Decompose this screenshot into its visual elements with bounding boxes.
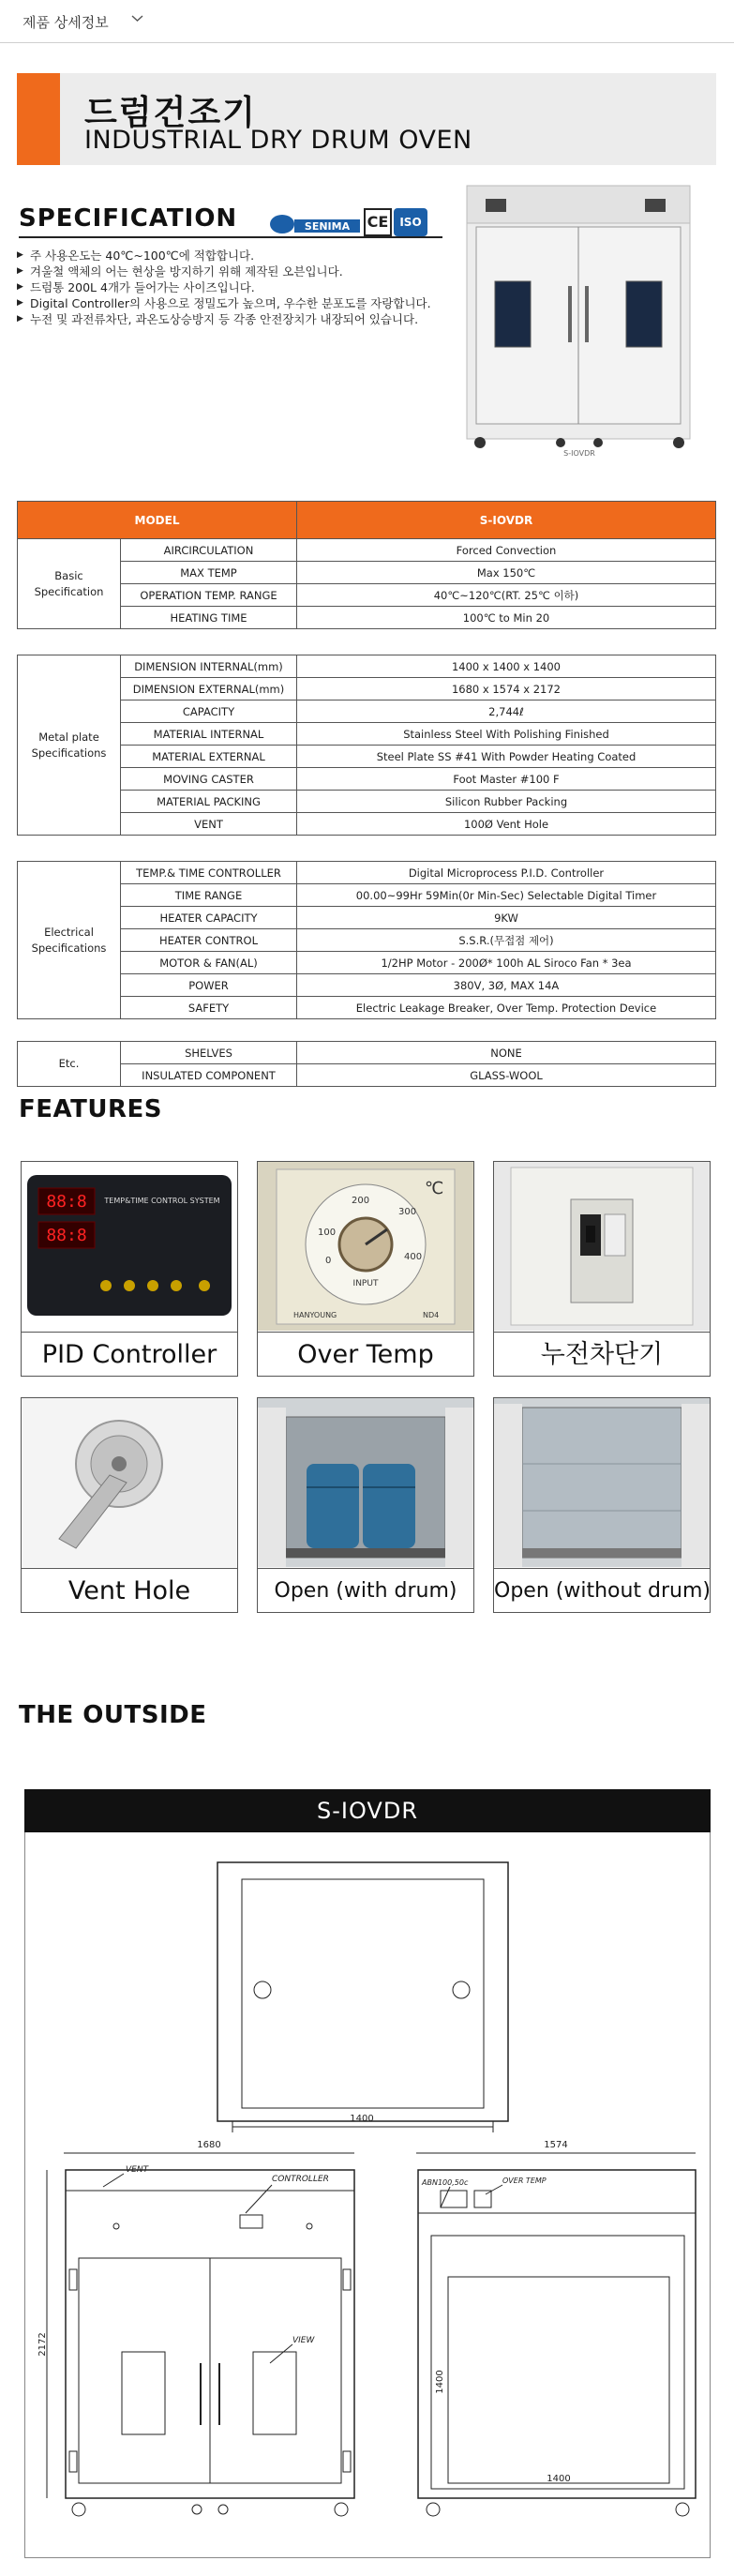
spec-label: SAFETY [121, 997, 297, 1019]
product-detail-bar[interactable] [0, 0, 734, 43]
open-with-drum-image [258, 1398, 473, 1567]
chevron-down-icon[interactable] [131, 12, 143, 24]
spec-label: DIMENSION INTERNAL(mm) [121, 655, 297, 678]
spec-label: MOTOR & FAN(AL) [121, 952, 297, 974]
spec-label: HEATING TIME [121, 607, 297, 629]
vent-label: VENT [126, 2165, 149, 2175]
feature-caption: Open (with drum) [258, 1568, 473, 1612]
feature-card-overtemp [257, 1161, 474, 1377]
table-row [18, 539, 716, 562]
specification-table [17, 501, 716, 1087]
spec-value: 2,744ℓ [297, 700, 716, 723]
oven-product-photo [457, 178, 699, 459]
spec-value: 100Ø Vent Hole [297, 813, 716, 836]
dim-top-width: 1400 [350, 2114, 374, 2124]
spec-value: Foot Master #100 F [297, 768, 716, 791]
spec-value: GLASS-WOOL [297, 1064, 716, 1087]
group-label: Etc. [18, 1042, 121, 1087]
feature-card-pid [21, 1161, 238, 1377]
spec-value: 9KW [297, 907, 716, 929]
spec-label: HEATER CONTROL [121, 929, 297, 952]
spec-value: Digital Microprocess P.I.D. Controller [297, 862, 716, 884]
table-row [18, 1042, 716, 1064]
open-without-drum-image [494, 1398, 710, 1567]
features-heading: FEATURES [19, 1095, 162, 1123]
page-title-korean: 드럼건조기 [84, 94, 257, 132]
dim-front-width: 1680 [197, 2140, 221, 2150]
table-row [18, 813, 716, 836]
spec-label: MOVING CASTER [121, 768, 297, 791]
table-row [18, 974, 716, 997]
svg-text:300: 300 [398, 1207, 417, 1217]
spec-label: DIMENSION EXTERNAL(mm) [121, 678, 297, 700]
table-spacer [18, 1019, 716, 1042]
spec-value: Steel Plate SS #41 With Powder Heating Coated [297, 746, 716, 768]
product-detail-label: 제품 상세정보 [22, 14, 109, 31]
svg-text:400: 400 [404, 1252, 423, 1262]
dial-model-label: ND4 [423, 1311, 440, 1319]
spec-value: Forced Convection [297, 539, 716, 562]
feature-card-open-without-drum [493, 1397, 711, 1613]
pid-controller-image [22, 1162, 237, 1331]
spec-bullet: ▶ 누전 및 과전류차단, 과온도상승방지 등 각종 안전장치가 내장되어 있습니다. [17, 311, 457, 327]
feature-card-open-with-drum [257, 1397, 474, 1613]
spec-bullet: ▶ Digital Controller의 사용으로 정밀도가 높으며, 우수한 분포도를 자랑합니다. [17, 295, 457, 311]
table-row [18, 1064, 716, 1087]
group-label: Electrical Specifications [18, 862, 121, 1019]
table-row [18, 997, 716, 1019]
spec-value: Silicon Rubber Packing [297, 791, 716, 813]
controller-label: CONTROLLER [272, 2175, 329, 2184]
machine-model-label: S-IOVDR [563, 449, 595, 458]
group-label: Metal plate Specifications [18, 655, 121, 836]
table-row [18, 862, 716, 884]
spec-bullet: ▶ 드럼통 200L 4개가 들어가는 사이즈입니다. [17, 279, 457, 295]
dial-unit-label: ℃ [425, 1179, 444, 1198]
spec-label: INSULATED COMPONENT [121, 1064, 297, 1087]
spec-value: 380V, 3Ø, MAX 14A [297, 974, 716, 997]
spec-label: MATERIAL INTERNAL [121, 723, 297, 746]
spec-value: Electric Leakage Breaker, Over Temp. Protection Device [297, 997, 716, 1019]
feature-caption: Vent Hole [22, 1568, 237, 1612]
vent-hole-image [22, 1398, 237, 1567]
pid-panel-title: TEMP&TIME CONTROL SYSTEM [104, 1197, 220, 1205]
dim-inner-height: 1400 [435, 2370, 445, 2394]
table-row [18, 655, 716, 678]
table-row [18, 700, 716, 723]
spec-label: TEMP.& TIME CONTROLLER [121, 862, 297, 884]
spec-value: 00.00~99Hr 59Min(0r Min-Sec) Selectable Digital Timer [297, 884, 716, 907]
spec-label: SHELVES [121, 1042, 297, 1064]
spec-value: Max 150℃ [297, 562, 716, 584]
table-row [18, 929, 716, 952]
dim-side-width: 1574 [544, 2140, 568, 2150]
dial-brand-label: HANYOUNG [293, 1311, 337, 1319]
spec-value: 1400 x 1400 x 1400 [297, 655, 716, 678]
svg-text:200: 200 [352, 1196, 370, 1206]
spec-label: VENT [121, 813, 297, 836]
spec-value: NONE [297, 1042, 716, 1064]
brand-text: SENIMA [304, 220, 351, 233]
breaker-label: ABN100,50c [422, 2178, 469, 2187]
spec-value: 100℃ to Min 20 [297, 607, 716, 629]
feature-caption: 누전차단기 [494, 1332, 710, 1376]
specification-heading: SPECIFICATION [19, 204, 238, 233]
spec-value: 40℃~120℃(RT. 25℃ 이하) [297, 584, 716, 607]
table-row [18, 884, 716, 907]
svg-text:0: 0 [325, 1256, 332, 1266]
spec-bullet: ▶ 겨울철 액체의 어는 현상을 방지하기 위해 제작된 오븐입니다. [17, 264, 457, 279]
outside-model-header: S-IOVDR [24, 1789, 711, 1832]
spec-value: Stainless Steel With Polishing Finished [297, 723, 716, 746]
model-value-header: S-IOVDR [297, 502, 716, 539]
table-spacer [18, 629, 716, 655]
spec-label: AIRCIRCULATION [121, 539, 297, 562]
feature-caption: Over Temp [258, 1332, 473, 1376]
outside-heading: THE OUTSIDE [19, 1701, 207, 1729]
feature-card-breaker [493, 1161, 711, 1377]
spec-label: TIME RANGE [121, 884, 297, 907]
feature-card-vent [21, 1397, 238, 1613]
table-row [18, 723, 716, 746]
heading-underline [19, 236, 442, 238]
table-row [18, 607, 716, 629]
spec-label: MATERIAL PACKING [121, 791, 297, 813]
outside-drawing-frame [24, 1789, 711, 2558]
model-header: MODEL [18, 502, 297, 539]
over-temp-label: OVER TEMP [502, 2177, 547, 2185]
spec-value: S.S.R.(무접점 제어) [297, 929, 716, 952]
spec-label: POWER [121, 974, 297, 997]
dial-input-label: INPUT [352, 1279, 379, 1288]
senima-logo [268, 208, 362, 236]
ce-mark-logo: CE [364, 208, 392, 236]
spec-label: CAPACITY [121, 700, 297, 723]
feature-caption: PID Controller [22, 1332, 237, 1376]
iso-logo: ISO [394, 208, 427, 236]
breaker-image [494, 1162, 710, 1331]
dim-inner-width: 1400 [547, 2474, 571, 2484]
dim-height: 2172 [37, 2332, 48, 2357]
table-row [18, 791, 716, 813]
view-label: VIEW [292, 2336, 315, 2345]
spec-label: OPERATION TEMP. RANGE [121, 584, 297, 607]
over-temp-dial-image [258, 1162, 473, 1331]
spec-bullet-list [17, 248, 457, 327]
svg-text:88:8: 88:8 [46, 1192, 87, 1212]
title-accent-block [17, 73, 60, 165]
table-row [18, 746, 716, 768]
spec-label: MATERIAL EXTERNAL [121, 746, 297, 768]
table-row [18, 678, 716, 700]
spec-label: HEATER CAPACITY [121, 907, 297, 929]
feature-caption: Open (without drum) [494, 1568, 710, 1612]
table-row [18, 768, 716, 791]
spec-bullet: ▶ 주 사용온도는 40℃~100℃에 적합합니다. [17, 248, 457, 264]
table-spacer [18, 836, 716, 862]
table-row [18, 562, 716, 584]
table-row [18, 584, 716, 607]
svg-text:100: 100 [318, 1228, 337, 1238]
table-row [18, 952, 716, 974]
spec-value: 1680 x 1574 x 2172 [297, 678, 716, 700]
group-label: Basic Specification [18, 539, 121, 629]
spec-value: 1/2HP Motor - 200Ø* 100h AL Siroco Fan * 3ea [297, 952, 716, 974]
svg-text:88:8: 88:8 [46, 1226, 87, 1245]
page-title-english: INDUSTRIAL DRY DRUM OVEN [84, 126, 472, 155]
spec-label: MAX TEMP [121, 562, 297, 584]
table-row [18, 907, 716, 929]
